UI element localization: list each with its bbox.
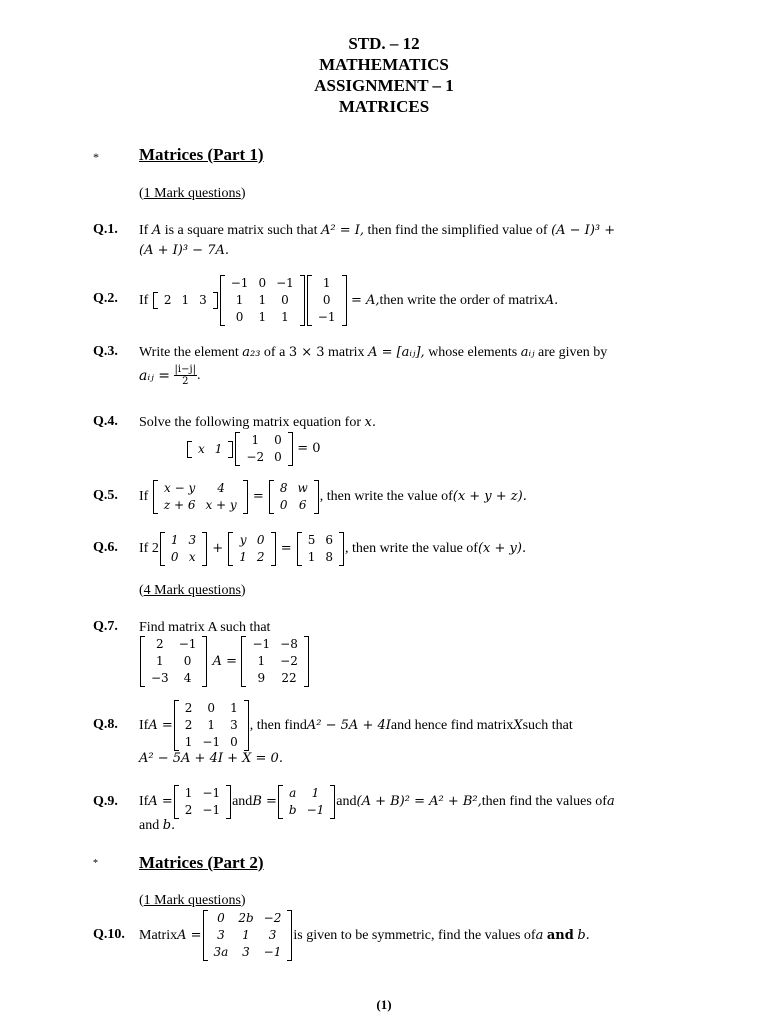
q9-m3: (A + B)² = A² + B², — [356, 794, 482, 809]
q9-t3: and — [336, 794, 357, 809]
matrix-body — [234, 532, 269, 566]
matrix-body — [180, 785, 225, 819]
matrix-cell: 3 — [242, 945, 250, 959]
q4-matrix — [235, 432, 292, 466]
matrix-row — [313, 309, 341, 326]
section1-title: Matrices (Part 1) — [139, 145, 264, 164]
matrix-row — [313, 292, 341, 309]
matrix-cell: 1 — [322, 276, 331, 290]
matrix-body — [166, 532, 201, 566]
matrix-row — [284, 785, 329, 802]
matrix-body — [226, 275, 299, 326]
matrix-cell: 2 — [184, 718, 193, 732]
q9-t1: If — [139, 794, 149, 809]
q3-m2: 3 × 3 — [288, 345, 325, 360]
matrix-cell: a — [289, 786, 297, 800]
q8-t3: and hence find matrix — [390, 717, 514, 733]
q3-m4: aᵢⱼ — [520, 345, 535, 360]
matrix-cell: 1 — [181, 293, 190, 307]
matrix-cell: 6 — [298, 498, 307, 512]
matrix-cell: 1 — [242, 928, 250, 942]
matrix-cell: 1 — [257, 654, 266, 668]
matrix-cell: 3 — [199, 293, 207, 307]
q9-m2: B = — [252, 794, 277, 809]
matrix-cell: 1 — [251, 433, 260, 447]
matrix-row — [159, 292, 212, 309]
matrix-cell: x + y — [205, 498, 237, 512]
q5-matrix-right — [269, 480, 319, 514]
q5-matrix-left — [153, 480, 248, 514]
q1-m2: A² = I, — [321, 223, 365, 238]
matrix-cell: w — [297, 481, 308, 495]
matrix-cell: 2 — [184, 701, 193, 715]
q1-t2: is a square matrix such that — [161, 223, 322, 238]
q9-m1: A = — [148, 794, 173, 809]
matrix-row — [241, 432, 286, 449]
q3-fraction-den: 2 — [182, 376, 189, 387]
q5-number: Q.5. — [93, 488, 118, 503]
q4-t1: Solve the following matrix equation for — [139, 415, 365, 430]
q6-text: If 2 1 3 0 x + y 0 1 2 = 5 6 1 8 , then write the value of (x + y). — [139, 533, 527, 564]
matrix-cell: 2 — [256, 550, 265, 564]
matrix-cell: −1 — [202, 803, 221, 817]
matrix-row — [303, 549, 338, 566]
matrix-cell: y — [239, 533, 247, 547]
header-assignment: ASSIGNMENT – 1 — [314, 76, 454, 95]
matrix-cell: 9 — [257, 671, 266, 685]
q9-t2: and — [232, 794, 253, 809]
matrix-cell: x — [198, 441, 205, 456]
q4-eq: = 0 — [297, 441, 321, 456]
q1-t1: If — [139, 223, 152, 238]
q10-number: Q.10. — [93, 927, 125, 942]
matrix-body — [159, 292, 212, 309]
matrix-cell: −1 — [178, 637, 197, 651]
matrix-row — [159, 480, 242, 497]
q4-text — [139, 413, 376, 433]
q2-t2: then write the order of matrix — [379, 292, 545, 308]
q7-equation — [139, 636, 310, 687]
q3-fraction-num: |i−j| — [174, 364, 196, 375]
matrix-cell: 0 — [235, 310, 244, 324]
q3-m5: aᵢⱼ = — [139, 367, 171, 384]
q5-t2: , then write the value of — [319, 489, 453, 504]
section2-sub1: (1 Mark questions) — [139, 893, 246, 908]
q7-matrix-right — [241, 636, 308, 687]
matrix-row — [193, 441, 227, 458]
matrix-row — [313, 275, 341, 292]
q1-m4: (A + I)³ − 7A. — [139, 243, 229, 258]
q5-text: If x − y 4 z + 6 x + y = 8 w 0 6 , then write the value of (x + y + z). — [139, 481, 527, 512]
matrix-cell: 3 — [188, 533, 197, 547]
matrix-row — [146, 636, 201, 653]
matrix-row — [247, 653, 302, 670]
q3-t1: Write the element — [139, 345, 243, 360]
q1-text — [139, 221, 679, 241]
q9-number: Q.9. — [93, 794, 118, 809]
matrix-cell: x — [188, 550, 196, 564]
matrix-row — [146, 670, 201, 687]
q10-t1: Matrix — [139, 927, 178, 943]
section2-sub1-text: 1 Mark questions — [143, 893, 241, 908]
matrix-cell: x − y — [164, 481, 196, 495]
matrix-cell: −1 — [317, 310, 336, 324]
q6-matrix-3 — [297, 532, 344, 566]
q8-m3: X — [513, 717, 523, 733]
q7-m2: A = — [212, 653, 237, 669]
matrix-row — [226, 309, 299, 326]
q2-m4: = A, — [351, 292, 380, 308]
q9-matrix-b — [278, 785, 335, 819]
q10-m2: a — [535, 927, 544, 943]
matrix-row — [159, 497, 242, 514]
matrix-cell: 0 — [183, 654, 192, 668]
q1-m3: (A − I)³ + — [551, 223, 616, 238]
q6-m4: (x + y). — [477, 541, 527, 556]
q9-line2 — [139, 816, 175, 836]
q3-t5: are given by — [534, 345, 608, 360]
q10-text — [139, 910, 590, 961]
matrix-cell: 6 — [325, 533, 334, 547]
matrix-cell: 22 — [281, 671, 297, 685]
matrix-cell: 2 — [184, 803, 193, 817]
matrix-row — [247, 636, 302, 653]
matrix-body — [284, 785, 329, 819]
q7-matrix-left — [140, 636, 207, 687]
q8-line2 — [139, 749, 283, 769]
header-subject: MATHEMATICS — [319, 55, 449, 74]
matrix-cell: 2 — [163, 293, 172, 307]
matrix-body — [146, 636, 201, 687]
matrix-row — [275, 497, 313, 514]
matrix-cell: −1 — [230, 276, 249, 290]
q3-t2: of a — [260, 345, 289, 360]
q8-t4: such that — [522, 717, 573, 733]
matrix-cell: 0 — [217, 911, 225, 925]
q3-m1: a₂₃ — [242, 345, 261, 360]
q9-t4: then find the values of — [481, 794, 607, 809]
matrix-cell: −1 — [252, 637, 271, 651]
q2-m5: A. — [544, 292, 559, 308]
matrix-body — [193, 441, 227, 458]
q2-row-matrix — [153, 292, 218, 309]
matrix-row — [303, 532, 338, 549]
q7-t1: Find matrix A such that — [139, 620, 271, 635]
q1-text-line2 — [139, 241, 229, 261]
page-number: (1) — [376, 997, 392, 1012]
q2-number: Q.2. — [93, 291, 118, 306]
matrix-body — [303, 532, 338, 566]
header-topic: MATRICES — [338, 97, 430, 116]
q7-number: Q.7. — [93, 619, 118, 634]
matrix-cell: −2 — [246, 450, 265, 464]
matrix-row — [247, 670, 302, 687]
q9-m5: b. — [162, 818, 176, 833]
section1-sub1-text: 1 Mark questions — [143, 186, 241, 201]
matrix-cell: 1 — [170, 533, 179, 547]
matrix-row — [275, 480, 313, 497]
matrix-cell: 1 — [258, 310, 267, 324]
q8-m2: A² − 5A + 4I — [306, 717, 391, 733]
matrix-row — [209, 944, 287, 961]
matrix-body — [241, 432, 286, 466]
matrix-cell: 4 — [183, 671, 192, 685]
matrix-cell: 1 — [235, 293, 244, 307]
matrix-cell: 1 — [307, 550, 316, 564]
matrix-cell: 5 — [307, 533, 316, 547]
q9-t5: and — [139, 818, 163, 833]
section2-title: Matrices (Part 2) — [139, 853, 264, 872]
q5-m3: (x + y + z). — [452, 489, 527, 504]
q3-m3: A = [aᵢⱼ], — [368, 345, 425, 360]
matrix-cell: 1 — [258, 293, 267, 307]
q1-t3: then find the simplified value of — [364, 223, 552, 238]
q3-text — [139, 343, 679, 363]
q10-matrix — [203, 910, 293, 961]
matrix-cell: 1 — [207, 718, 216, 732]
matrix-cell: −1 — [202, 786, 221, 800]
q6-t1: If 2 — [139, 541, 159, 556]
q3-formula: aᵢⱼ = $\frac{|i-j|}{2}$ . — [139, 364, 201, 387]
matrix-cell: 2 — [156, 637, 164, 651]
q2-t1: If — [139, 292, 149, 308]
q6-matrix-1 — [160, 532, 207, 566]
q8-number: Q.8. — [93, 717, 118, 732]
section1-sub2: (4 Mark questions) — [139, 583, 246, 598]
q6-t2: , then write the value of — [345, 541, 478, 556]
matrix-body — [247, 636, 302, 687]
matrix-cell: 1 — [214, 441, 223, 456]
matrix-body — [180, 700, 243, 751]
matrix-row — [209, 927, 287, 944]
matrix-cell: 3a — [213, 945, 229, 959]
matrix-cell: 3 — [268, 928, 277, 942]
matrix-cell: −3 — [151, 671, 169, 685]
matrix-cell: 1 — [184, 786, 193, 800]
matrix-cell: 0 — [258, 276, 267, 290]
matrix-cell: 0 — [230, 735, 238, 749]
section1-bullet: * — [93, 150, 99, 164]
matrix-cell: 2b — [238, 911, 254, 925]
matrix-cell: 3 — [217, 928, 225, 942]
matrix-cell: 1 — [281, 310, 289, 324]
q2-square-matrix — [220, 275, 305, 326]
matrix-cell: 3 — [230, 718, 238, 732]
q9-text — [139, 783, 615, 821]
matrix-cell: −1 — [202, 735, 221, 749]
matrix-cell: 1 — [311, 786, 320, 800]
section2-bullet: * — [93, 858, 98, 869]
matrix-row — [166, 532, 201, 549]
matrix-cell: 0 — [207, 701, 216, 715]
matrix-cell: 0 — [281, 293, 289, 307]
q8-t2: , then find — [249, 717, 307, 733]
q10-t2: is given to be symmetric, find the values of — [293, 927, 536, 943]
matrix-cell: −1 — [263, 945, 282, 959]
matrix-cell: b — [288, 803, 297, 817]
matrix-cell: −2 — [280, 654, 298, 668]
matrix-cell: 8 — [279, 481, 288, 495]
q10-m1: A = — [177, 927, 202, 943]
q4-m1: x. — [364, 415, 376, 430]
matrix-row — [284, 802, 329, 819]
q4-equation — [186, 431, 321, 467]
matrix-cell: 0 — [274, 433, 282, 447]
q8-text — [139, 700, 573, 751]
q9-m4: a — [606, 794, 615, 809]
q9-matrix-a — [174, 785, 231, 819]
matrix-row — [180, 700, 243, 717]
matrix-row — [146, 653, 201, 670]
matrix-row — [209, 910, 287, 927]
q3-t3: matrix — [324, 345, 369, 360]
header-std: STD. – 12 — [348, 34, 420, 53]
q2-text — [139, 275, 558, 326]
q4-row-matrix — [187, 441, 233, 458]
q1-number: Q.1. — [93, 222, 118, 237]
matrix-cell: 0 — [279, 498, 288, 512]
matrix-row — [234, 549, 269, 566]
matrix-body — [275, 480, 313, 514]
matrix-row — [241, 449, 286, 466]
q2-column-matrix — [307, 275, 347, 326]
matrix-cell: z + 6 — [163, 498, 196, 512]
matrix-body — [313, 275, 341, 326]
q10-m3: b. — [577, 927, 590, 943]
matrix-row — [180, 802, 225, 819]
matrix-cell: −2 — [263, 911, 282, 925]
q6-matrix-2 — [228, 532, 275, 566]
q8-m4: A² − 5A + 4I + X = 0. — [139, 751, 283, 766]
matrix-cell: 1 — [239, 550, 247, 564]
matrix-body — [209, 910, 287, 961]
matrix-cell: 1 — [156, 654, 164, 668]
matrix-cell: 1 — [184, 735, 193, 749]
q4-number: Q.4. — [93, 414, 118, 429]
matrix-body — [159, 480, 242, 514]
q1-m1: A — [151, 223, 162, 238]
matrix-cell: −1 — [306, 803, 325, 817]
matrix-cell: −1 — [276, 276, 294, 290]
matrix-row — [226, 275, 299, 292]
matrix-row — [226, 292, 299, 309]
q8-matrix — [174, 700, 249, 751]
matrix-cell: 4 — [217, 481, 225, 495]
matrix-row — [166, 549, 201, 566]
q3-number: Q.3. — [93, 344, 118, 359]
q10-and: and — [546, 927, 574, 943]
section1-sub2-text: 4 Mark questions — [143, 583, 241, 598]
matrix-row — [180, 717, 243, 734]
matrix-cell: 0 — [274, 450, 282, 464]
matrix-row — [234, 532, 269, 549]
q3-fraction — [174, 364, 197, 387]
matrix-row — [180, 785, 225, 802]
matrix-cell: 0 — [322, 293, 331, 307]
q6-number: Q.6. — [93, 540, 118, 555]
matrix-cell: 1 — [230, 701, 238, 715]
matrix-cell: 0 — [256, 533, 265, 547]
matrix-cell: 8 — [325, 550, 334, 564]
q8-m1: A = — [148, 717, 173, 733]
q5-t1: If — [139, 489, 149, 504]
q3-t4: whose elements — [424, 345, 521, 360]
matrix-cell: 0 — [170, 550, 179, 564]
section1-sub1: (1 Mark questions) — [139, 186, 246, 201]
q8-t1: If — [139, 717, 149, 733]
matrix-cell: −8 — [280, 637, 298, 651]
